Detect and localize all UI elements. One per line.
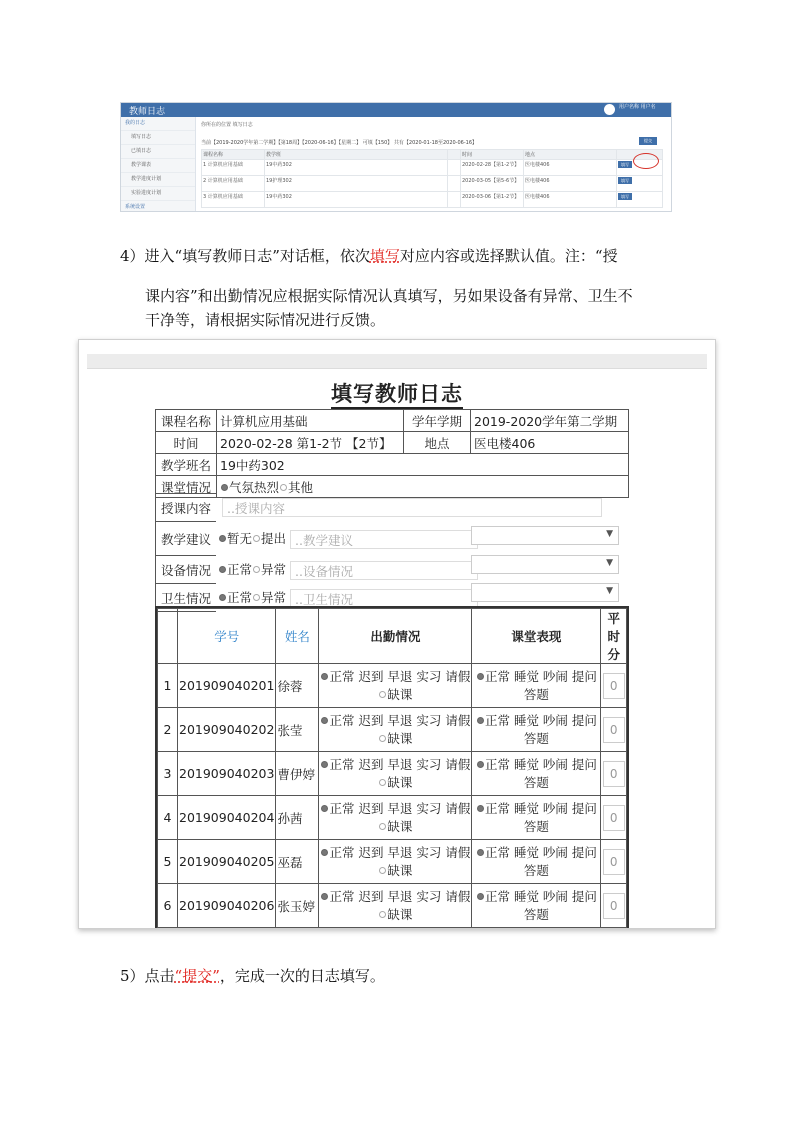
- table-row: 2 201909040202 张莹 正常 迟到 早退 实习 请假 缺课 正常 睡觉 吵闹 提问 答题 0: [158, 708, 627, 752]
- sidebar-item-teaching-plan[interactable]: 教学进度计划: [121, 173, 195, 187]
- course-label: 课程名称: [156, 410, 217, 432]
- student-id: 201909040201: [178, 664, 276, 708]
- col-place: 地点: [524, 150, 617, 160]
- term-info-line: 当前【2019-2020学年第二学期】【第18周】【2020-06-16】【星期二】 可填【150】 共有【2020-01-18至2020-06-16】: [201, 140, 478, 146]
- student-id: 201909040206: [178, 884, 276, 928]
- submit-highlight: “提交”: [174, 967, 220, 985]
- fill-log-button[interactable]: 填写: [618, 177, 632, 184]
- step4-line2: 课内容”和出勤情况应根据实际情况认真填写，另如果设备有异常、卫生不: [145, 287, 633, 305]
- place-label: 地点: [404, 432, 471, 454]
- table-row: 3 计算机应用基础 19中药302 2020-03-06【第1-2节】 医电楼406 填写: [202, 192, 663, 208]
- system-screenshot: [120, 102, 672, 212]
- term-value: 2019-2020学年第二学期: [471, 410, 629, 432]
- fill-highlight: 填写: [369, 247, 400, 265]
- advice-select[interactable]: [471, 526, 619, 545]
- col-class: 教学班: [265, 150, 448, 160]
- attendance-options[interactable]: 正常 迟到 早退 实习 请假 缺课: [319, 796, 472, 840]
- score-input[interactable]: 0: [603, 761, 625, 787]
- radio-advice-raise[interactable]: [253, 535, 260, 542]
- student-id: 201909040202: [178, 708, 276, 752]
- performance-options[interactable]: 正常 睡觉 吵闹 提问 答题: [472, 708, 601, 752]
- student-id: 201909040203: [178, 752, 276, 796]
- student-id: 201909040204: [178, 796, 276, 840]
- performance-options[interactable]: 正常 睡觉 吵闹 提问 答题: [472, 752, 601, 796]
- student-name: 张玉婷: [276, 884, 319, 928]
- step4-line1: 4）进入“填写教师日志”对话框，依次填写对应内容或选择默认值。注：“授: [120, 247, 618, 265]
- sidebar-section-logs[interactable]: 我的日志: [121, 117, 195, 131]
- step5-line: 5）点击“提交”，完成一次的日志填写。: [120, 967, 385, 985]
- dialog-header-bar: [87, 354, 707, 369]
- student-name: 巫磊: [276, 840, 319, 884]
- device-select[interactable]: [471, 555, 619, 574]
- term-label: 学年学期: [404, 410, 471, 432]
- score-input[interactable]: 0: [603, 849, 625, 875]
- score-input[interactable]: 0: [603, 805, 625, 831]
- feedback-form: 授课内容 ..授课内容 教学建议 暂无 提出 ..教学建议 设备情况 正常 异常 ..设备情况 卫生情况 正常 异常 ..卫生情况: [155, 493, 606, 612]
- score-input[interactable]: 0: [603, 717, 625, 743]
- fill-log-button[interactable]: 填写: [618, 161, 632, 168]
- table-row: 6 201909040206 张玉婷 正常 迟到 早退 实习 请假 缺课 正常 睡觉 吵闹 提问 答题 0: [158, 884, 627, 928]
- student-id: 201909040205: [178, 840, 276, 884]
- time-value: 2020-02-28 第1-2节 【2节】: [217, 432, 404, 454]
- table-row: 1 计算机应用基础 19中药302 2020-02-28【第1-2节】 医电楼406 填写: [202, 160, 663, 176]
- student-table: [157, 608, 627, 928]
- student-name: 张莹: [276, 708, 319, 752]
- brand-title: 教师日志: [129, 107, 166, 117]
- avatar-icon[interactable]: [604, 104, 615, 115]
- performance-options[interactable]: 正常 睡觉 吵闹 提问 答题: [472, 664, 601, 708]
- user-name[interactable]: 用户名称 用户名: [619, 104, 656, 110]
- highlight-circle: [633, 153, 659, 169]
- attendance-options[interactable]: 正常 迟到 早退 实习 请假 缺课: [319, 752, 472, 796]
- sidebar-item-filled-logs[interactable]: 已填日志: [121, 145, 195, 159]
- table-row: 3 201909040203 曹伊婷 正常 迟到 早退 实习 请假 缺课 正常 睡觉 吵闹 提问 答题 0: [158, 752, 627, 796]
- radio-device-normal[interactable]: [219, 566, 226, 573]
- performance-options[interactable]: 正常 睡觉 吵闹 提问 答题: [472, 884, 601, 928]
- performance-options[interactable]: 正常 睡觉 吵闹 提问 答题: [472, 796, 601, 840]
- table-row: 1 201909040201 徐蓉 正常 迟到 早退 实习 请假 缺课 正常 睡觉 吵闹 提问 答题 0: [158, 664, 627, 708]
- chevron-down-icon: ▼: [606, 529, 613, 539]
- content-input[interactable]: ..授课内容: [222, 498, 602, 517]
- fill-log-button[interactable]: 填写: [618, 193, 632, 200]
- table-row: 5 201909040205 巫磊 正常 迟到 早退 实习 请假 缺课 正常 睡觉 吵闹 提问 答题 0: [158, 840, 627, 884]
- time-label: 时间: [156, 432, 217, 454]
- info-submit-button[interactable]: 提交: [639, 137, 657, 145]
- sidebar-item-fill-log[interactable]: 填写日志: [121, 131, 195, 145]
- table-row: 2 计算机应用基础 19护理302 2020-03-05【第5-6节】 医电楼406 填写: [202, 176, 663, 192]
- attendance-options[interactable]: 正常 迟到 早退 实习 请假 缺课: [319, 840, 472, 884]
- breadcrumb: 你所在的位置 填写日志: [201, 122, 253, 128]
- score-input[interactable]: 0: [603, 673, 625, 699]
- student-name: 曹伊婷: [276, 752, 319, 796]
- attendance-options[interactable]: 正常 迟到 早退 实习 请假 缺课: [319, 708, 472, 752]
- advice-label: 教学建议: [156, 522, 217, 556]
- content-label: 授课内容: [156, 494, 217, 522]
- header-performance: 课堂表现: [472, 609, 601, 664]
- student-name: 孙茜: [276, 796, 319, 840]
- sidebar-item-lab-plan[interactable]: 实验进度计划: [121, 187, 195, 201]
- radio-lively[interactable]: [221, 484, 228, 491]
- radio-advice-none[interactable]: [219, 535, 226, 542]
- chevron-down-icon: ▼: [606, 586, 613, 596]
- sidebar: [121, 117, 196, 211]
- attendance-options[interactable]: 正常 迟到 早退 实习 请假 缺课: [319, 664, 472, 708]
- classroom-label: 课堂情况: [156, 476, 217, 498]
- header-student-id: 学号: [178, 609, 276, 664]
- table-row: 4 201909040204 孙茜 正常 迟到 早退 实习 请假 缺课 正常 睡觉 吵闹 提问 答题 0: [158, 796, 627, 840]
- header-name: 姓名: [276, 609, 319, 664]
- radio-hygiene-abnormal[interactable]: [253, 594, 260, 601]
- col-time: 时间: [461, 150, 524, 160]
- hygiene-select[interactable]: [471, 583, 619, 602]
- student-name: 徐蓉: [276, 664, 319, 708]
- device-label: 设备情况: [156, 556, 217, 584]
- radio-other[interactable]: [280, 484, 287, 491]
- hygiene-input[interactable]: ..卫生情况: [290, 589, 478, 608]
- score-input[interactable]: 0: [603, 893, 625, 919]
- radio-device-abnormal[interactable]: [253, 566, 260, 573]
- course-value: 计算机应用基础: [217, 410, 404, 432]
- header-score: 平时分: [601, 609, 627, 664]
- device-input[interactable]: ..设备情况: [290, 561, 478, 580]
- attendance-options[interactable]: 正常 迟到 早退 实习 请假 缺课: [319, 884, 472, 928]
- radio-hygiene-normal[interactable]: [219, 594, 226, 601]
- advice-input[interactable]: ..教学建议: [290, 530, 478, 549]
- place-value: 医电楼406: [471, 432, 629, 454]
- dialog-title: 填写教师日志: [79, 378, 715, 408]
- chevron-down-icon: ▼: [606, 558, 613, 568]
- step4-line3: 干净等，请根据实际情况进行反馈。: [145, 311, 386, 329]
- class-label: 教学班名: [156, 454, 217, 476]
- sidebar-item-schedule[interactable]: 教学课表: [121, 159, 195, 173]
- hygiene-label: 卫生情况: [156, 584, 217, 612]
- classroom-options: 气氛热烈 其他: [217, 476, 629, 498]
- log-info-form: [155, 409, 629, 498]
- dialog-screenshot: [78, 339, 716, 929]
- col-course: 课程名称: [202, 150, 265, 160]
- header-attendance: 出勤情况: [319, 609, 472, 664]
- performance-options[interactable]: 正常 睡觉 吵闹 提问 答题: [472, 840, 601, 884]
- sidebar-section-settings[interactable]: 系统设置: [121, 201, 195, 212]
- top-nav-bar: [121, 103, 671, 117]
- course-table: [201, 149, 663, 208]
- class-value: 19中药302: [217, 454, 629, 476]
